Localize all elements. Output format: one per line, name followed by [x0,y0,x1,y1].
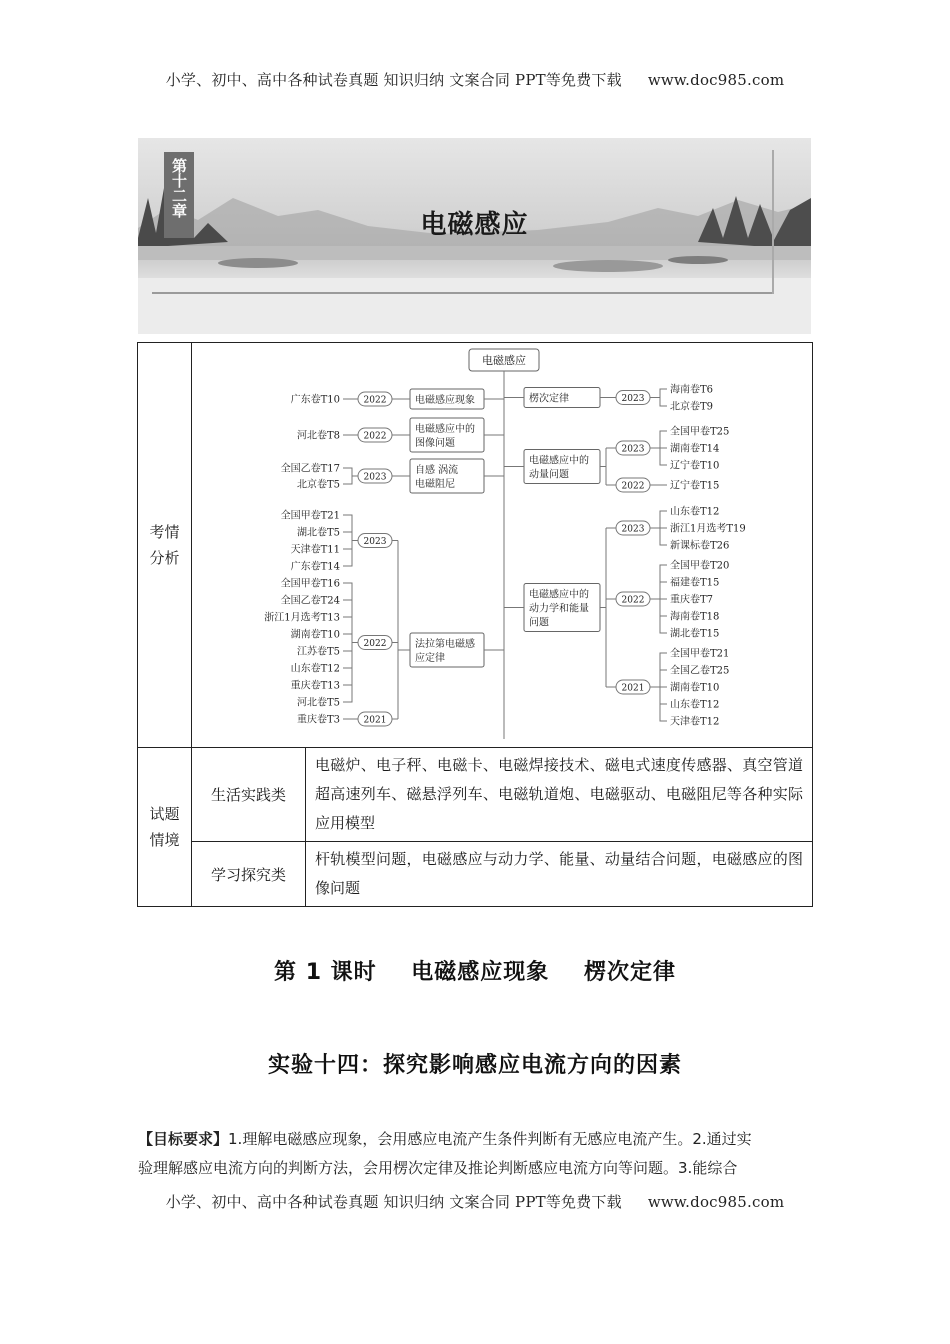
year-badge-label: 2023 [621,444,645,455]
exam-item: 辽宁卷T15 [670,480,720,492]
exam-item: 福建卷T15 [670,577,720,589]
exam-item: 北京卷T9 [670,401,714,413]
connector [343,643,358,669]
connector [343,541,358,567]
exam-item: 重庆卷T7 [670,594,714,606]
topic-node-label: 电磁感应现象 [415,395,475,406]
exam-item: 全国乙卷T25 [670,665,730,677]
page-footer [0,1191,950,1212]
exam-item: 全国甲卷T21 [280,510,340,522]
connector [650,389,667,398]
exam-item: 湖南卷T14 [670,443,720,455]
connector [343,643,358,686]
chapter-overview-table [137,342,813,907]
footer-text: 小学、初中、高中各种试卷真题 知识归纳 文案合同 PPT等免费下载 [165,1193,622,1211]
connector [650,599,667,616]
mindmap-root-label: 电磁感应 [482,354,526,367]
exam-item: 全国乙卷T24 [280,595,340,607]
study-explore-text: 杆轨模型问题，电磁感应与动力学、能量、动量结合问题，电磁感应的图像问题 [306,842,813,907]
exam-item: 全国甲卷T20 [670,560,730,572]
exam-item: 湖北卷T5 [296,527,340,539]
chapter-title: 电磁感应 [420,210,529,240]
exam-item: 广东卷T14 [290,561,340,573]
exam-item: 浙江1月选考T13 [264,612,340,624]
year-badge-label: 2022 [621,481,645,492]
connector [650,582,667,599]
connector [343,541,358,550]
exam-item: 辽宁卷T10 [670,460,720,472]
connector [343,600,358,643]
topic-node-label: 图像问题 [415,438,455,449]
topic-node-label: 动量问题 [529,469,569,481]
objective-tag: 【目标要求】 [138,1130,229,1148]
header-text: 小学、初中、高中各种试卷真题 知识归纳 文案合同 PPT等免费下载 [165,71,622,89]
connector [650,528,667,545]
exam-item: 全国甲卷T16 [280,578,340,590]
exam-item: 湖南卷T10 [290,629,340,641]
exam-item: 海南卷T6 [670,384,714,396]
topic-node-label: 应定律 [415,653,445,664]
row-label-analysis [138,343,192,748]
exam-item: 全国甲卷T25 [670,426,730,438]
topic-node-label: 楞次定律 [529,393,569,405]
exam-item: 北京卷T5 [296,479,340,491]
topic-node-label: 动力学和能量 [529,603,589,615]
year-badge-label: 2022 [621,595,645,606]
exam-item: 天津卷T11 [290,544,340,556]
year-badge-label: 2022 [363,395,387,406]
connector [650,511,667,528]
year-badge-label: 2021 [363,715,387,726]
year-badge-label: 2021 [621,683,645,694]
connector [343,617,358,643]
topic-node-label: 电磁阻尼 [415,479,455,490]
mindmap [192,343,812,747]
topic-node-label: 电磁感应中的 [529,589,589,601]
connector [650,448,667,465]
row-label-text: 试题情境 [149,805,180,849]
objective-paragraph [138,1125,812,1183]
connector [650,431,667,448]
connector [343,532,358,541]
topic-node-label: 问题 [529,617,549,629]
exam-item: 重庆卷T13 [290,680,340,692]
connector [343,476,358,484]
row-label-text: 考情分析 [149,523,180,567]
exam-item: 海南卷T18 [670,611,720,623]
chapter-banner [138,138,811,334]
exam-item: 重庆卷T3 [296,714,340,726]
topic-node-label: 电磁感应中的 [415,424,475,435]
year-badge-label: 2023 [621,394,645,404]
exam-item: 湖南卷T10 [670,682,720,694]
exam-item: 山东卷T12 [670,699,720,711]
exam-item: 新课标卷T26 [670,540,730,552]
year-badge-label: 2023 [621,524,645,535]
exam-item: 全国乙卷T17 [280,463,340,475]
exam-item: 广东卷T10 [290,394,340,406]
connector [343,515,358,541]
year-badge-label: 2023 [363,472,387,483]
exam-item: 江苏卷T5 [296,646,340,658]
year-badge-label: 2023 [363,537,387,547]
connector [650,398,667,407]
experiment-title: 实验十四：探究影响感应电流方向的因素 [267,1053,682,1078]
topic-node-label: 电磁感应中的 [529,455,589,467]
exam-item: 河北卷T8 [296,430,340,442]
topic-node-label: 法拉第电磁感 [415,639,475,650]
mindmap-cell [192,343,813,748]
sub-label-study: 学习探究类 [192,842,306,907]
exam-item: 湖北卷T15 [670,628,720,640]
exam-item: 山东卷T12 [670,506,720,518]
connector [343,468,358,476]
chapter-tag-text: 第十二章 [170,158,188,218]
exam-item: 全国甲卷T21 [670,648,730,660]
connector [650,687,667,704]
exam-item: 河北卷T5 [296,697,340,709]
exam-item: 浙江1月选考T19 [670,523,746,535]
objective-line-2: 验理解感应电流方向的判断方法，会用楞次定律及推论判断感应电流方向等问题。3.能综合 [138,1159,738,1177]
connector [650,670,667,687]
year-badge-label: 2022 [363,431,387,442]
page-header [0,69,950,90]
header-url[interactable]: www.doc985.com [647,71,785,89]
year-badge-label: 2022 [363,639,387,649]
life-practice-text: 电磁炉、电子秤、电磁卡、电磁焊接技术、磁电式速度传感器、真空管道超高速列车、磁悬浮列车、电磁轨道炮、电磁驱动、电磁阻尼等各种实际应用模型 [306,748,813,842]
exam-item: 天津卷T12 [670,716,720,728]
sub-label-life: 生活实践类 [192,748,306,842]
objective-line-1: 1.理解电磁感应现象，会用感应电流产生条件判断有无感应电流产生。2.通过实 [228,1130,752,1148]
divider [772,150,774,294]
divider [152,292,772,294]
row-label-context [138,748,192,907]
footer-url[interactable]: www.doc985.com [647,1193,785,1211]
exam-item: 山东卷T12 [290,663,340,675]
connector [343,643,358,652]
connector [343,634,358,643]
lesson-title: 第 1 课时 电磁感应现象 楞次定律 [274,960,676,985]
topic-node-label: 自感 涡流 [415,465,459,476]
